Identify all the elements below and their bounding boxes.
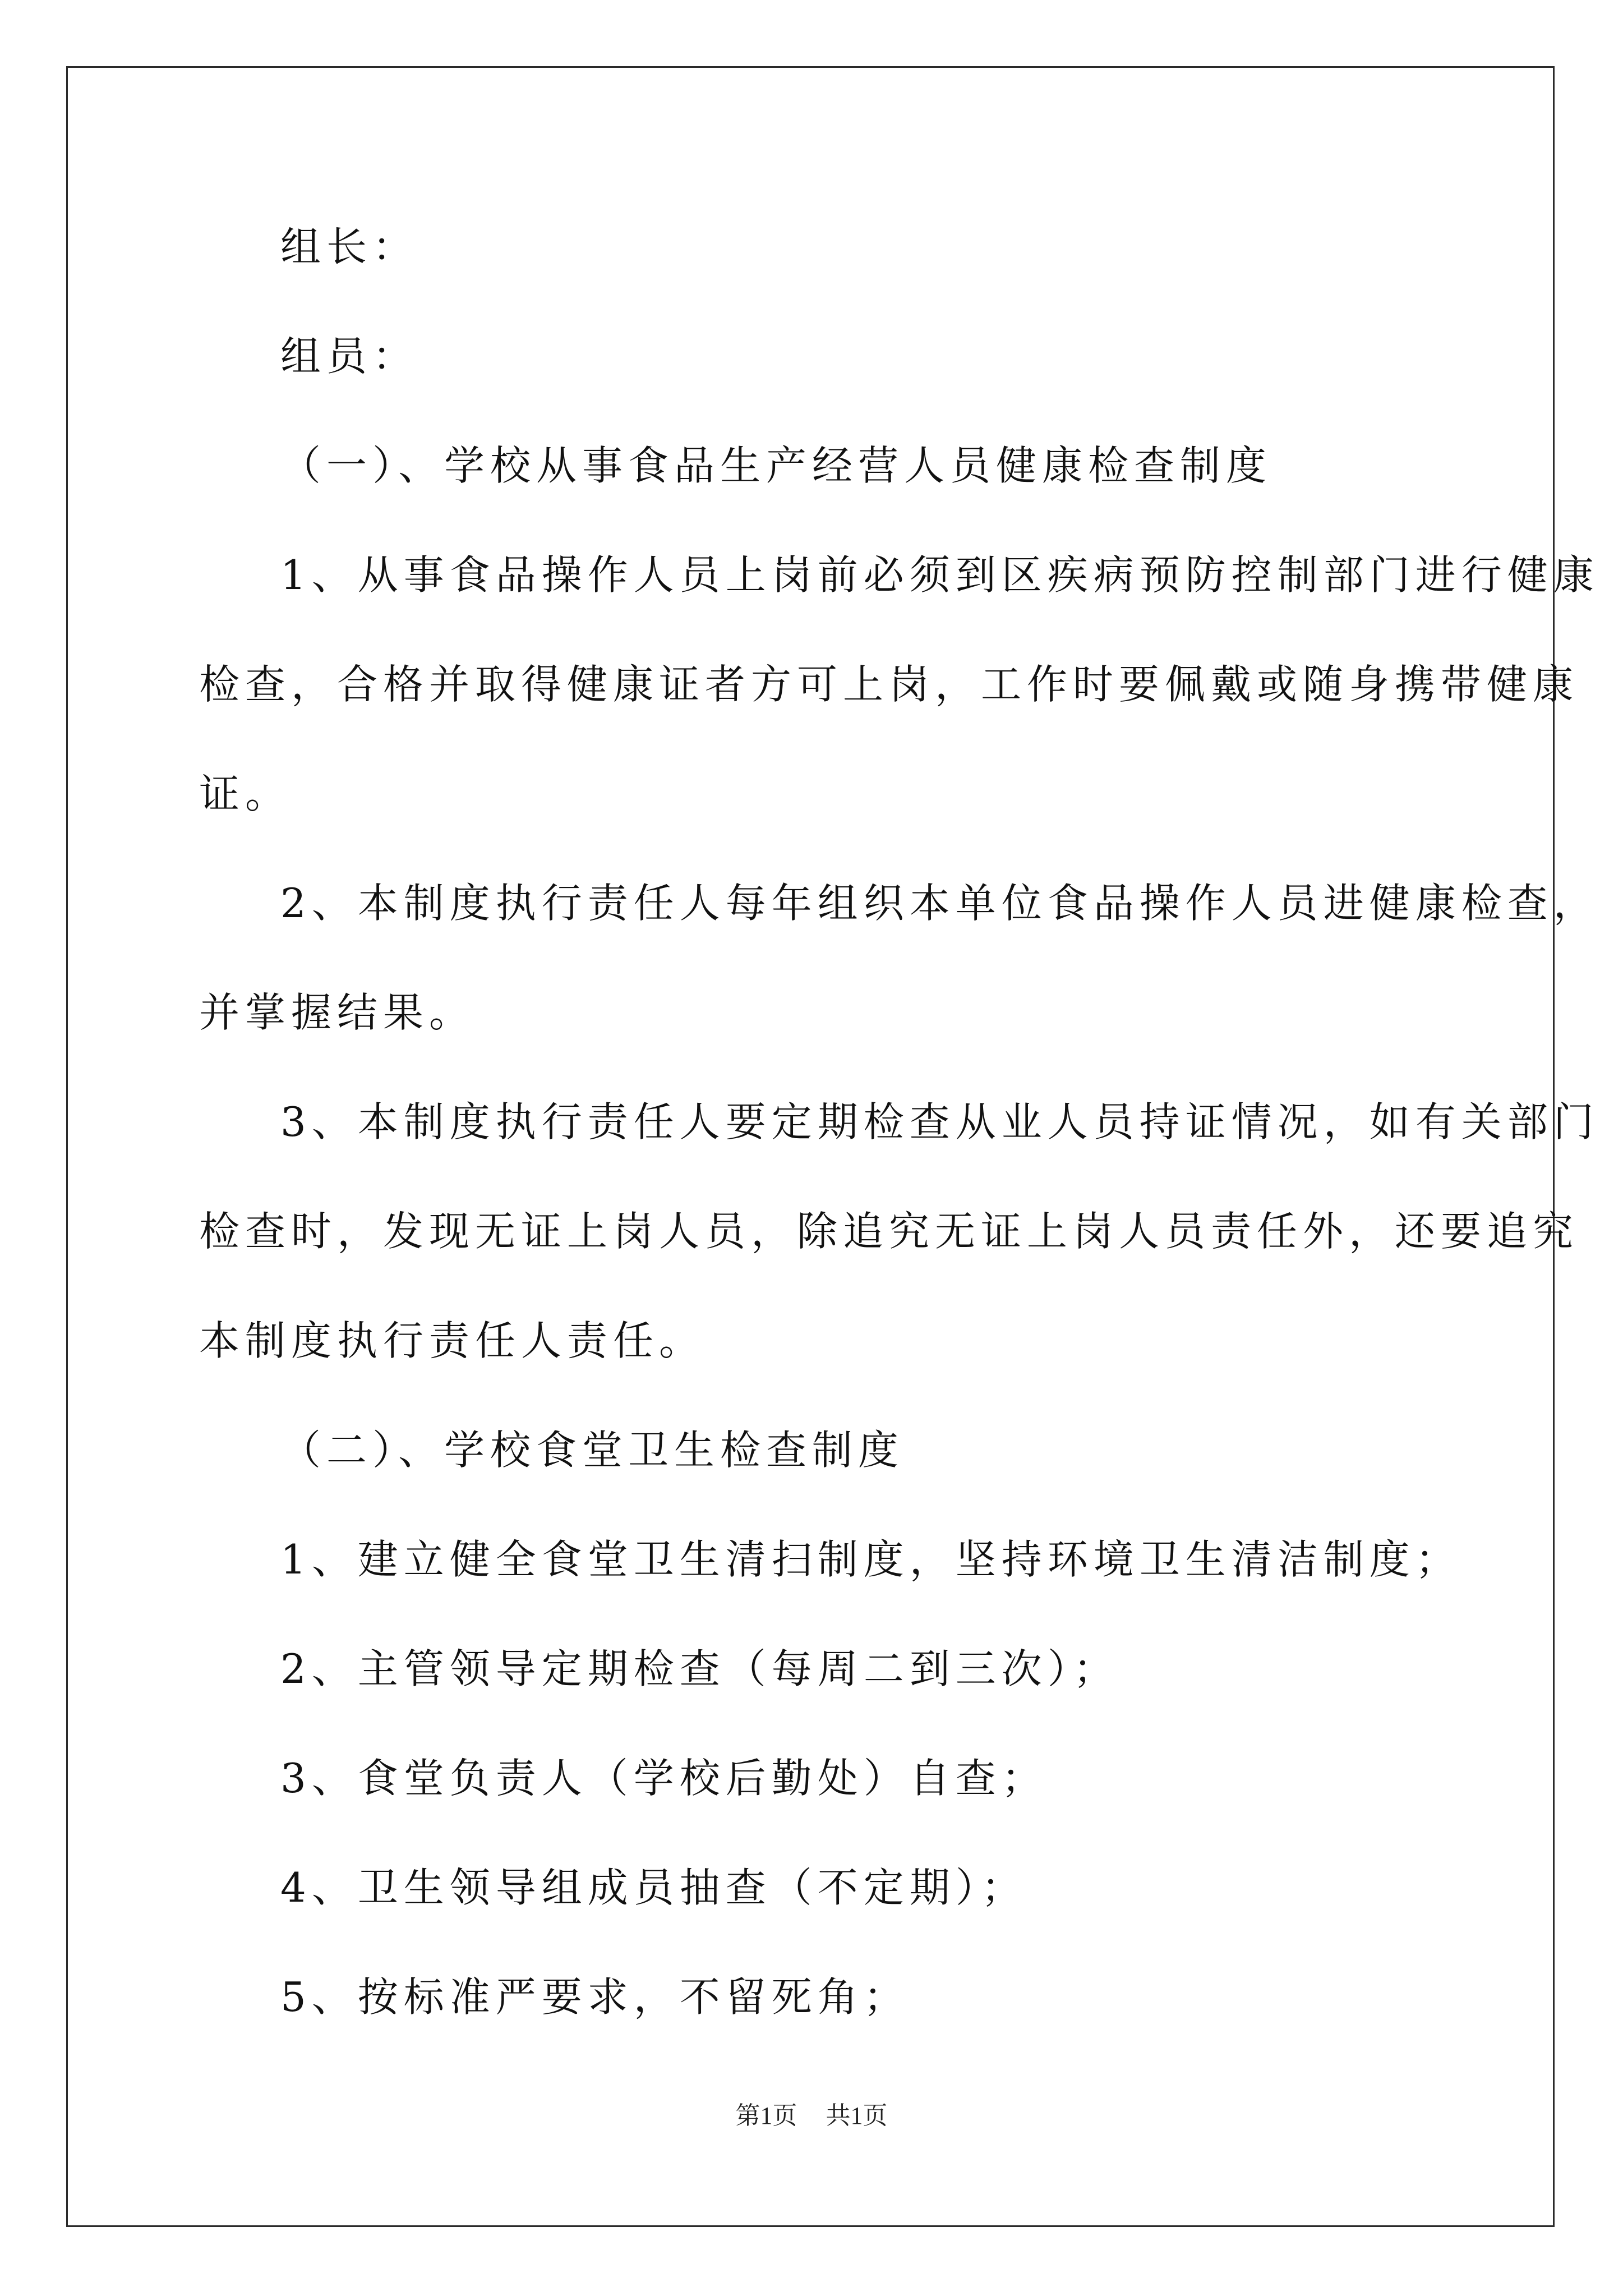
paragraph-line: 检查，合格并取得健康证者方可上岗，工作时要佩戴或随身携带健康 — [199, 661, 1579, 708]
paragraph-line: 1、从事食品操作人员上岗前必须到区疾病预防控制部门进行健康 — [280, 551, 1599, 599]
group-leader-line: 组长： — [280, 223, 419, 270]
list-item: 5、按标准严要求，不留死角； — [280, 1973, 910, 2021]
paragraph-line: 并掌握结果。 — [199, 989, 476, 1036]
page-footer — [0, 2095, 1623, 2131]
paragraph-line: 检查时，发现无证上岗人员，除追究无证上岗人员责任外，还要追究 — [199, 1208, 1579, 1255]
paragraph-line: 证。 — [199, 770, 292, 817]
section-heading-2: （二）、学校食堂卫生检查制度 — [280, 1427, 905, 1474]
list-item: 1、建立健全食堂卫生清扫制度，坚持环境卫生清洁制度； — [280, 1536, 1461, 1583]
list-item: 2、主管领导定期检查（每周二到三次）； — [280, 1645, 1119, 1692]
page-number: 第1页 — [735, 2102, 797, 2129]
group-members-line: 组员： — [280, 333, 419, 380]
paragraph-line: 2、本制度执行责任人每年组织本单位食品操作人员进健康检查， — [280, 880, 1599, 927]
paragraph-line: 3、本制度执行责任人要定期检查从业人员持证情况，如有关部门 — [280, 1098, 1599, 1145]
paragraph-line: 本制度执行责任人责任。 — [199, 1317, 706, 1364]
page-total: 共1页 — [826, 2102, 888, 2129]
list-item: 3、食堂负责人（学校后勤处）自查； — [280, 1755, 1048, 1802]
section-heading-1: （一）、学校从事食品生产经营人员健康检查制度 — [280, 442, 1272, 489]
list-item: 4、卫生领导组成员抽查（不定期）； — [280, 1864, 1027, 1911]
